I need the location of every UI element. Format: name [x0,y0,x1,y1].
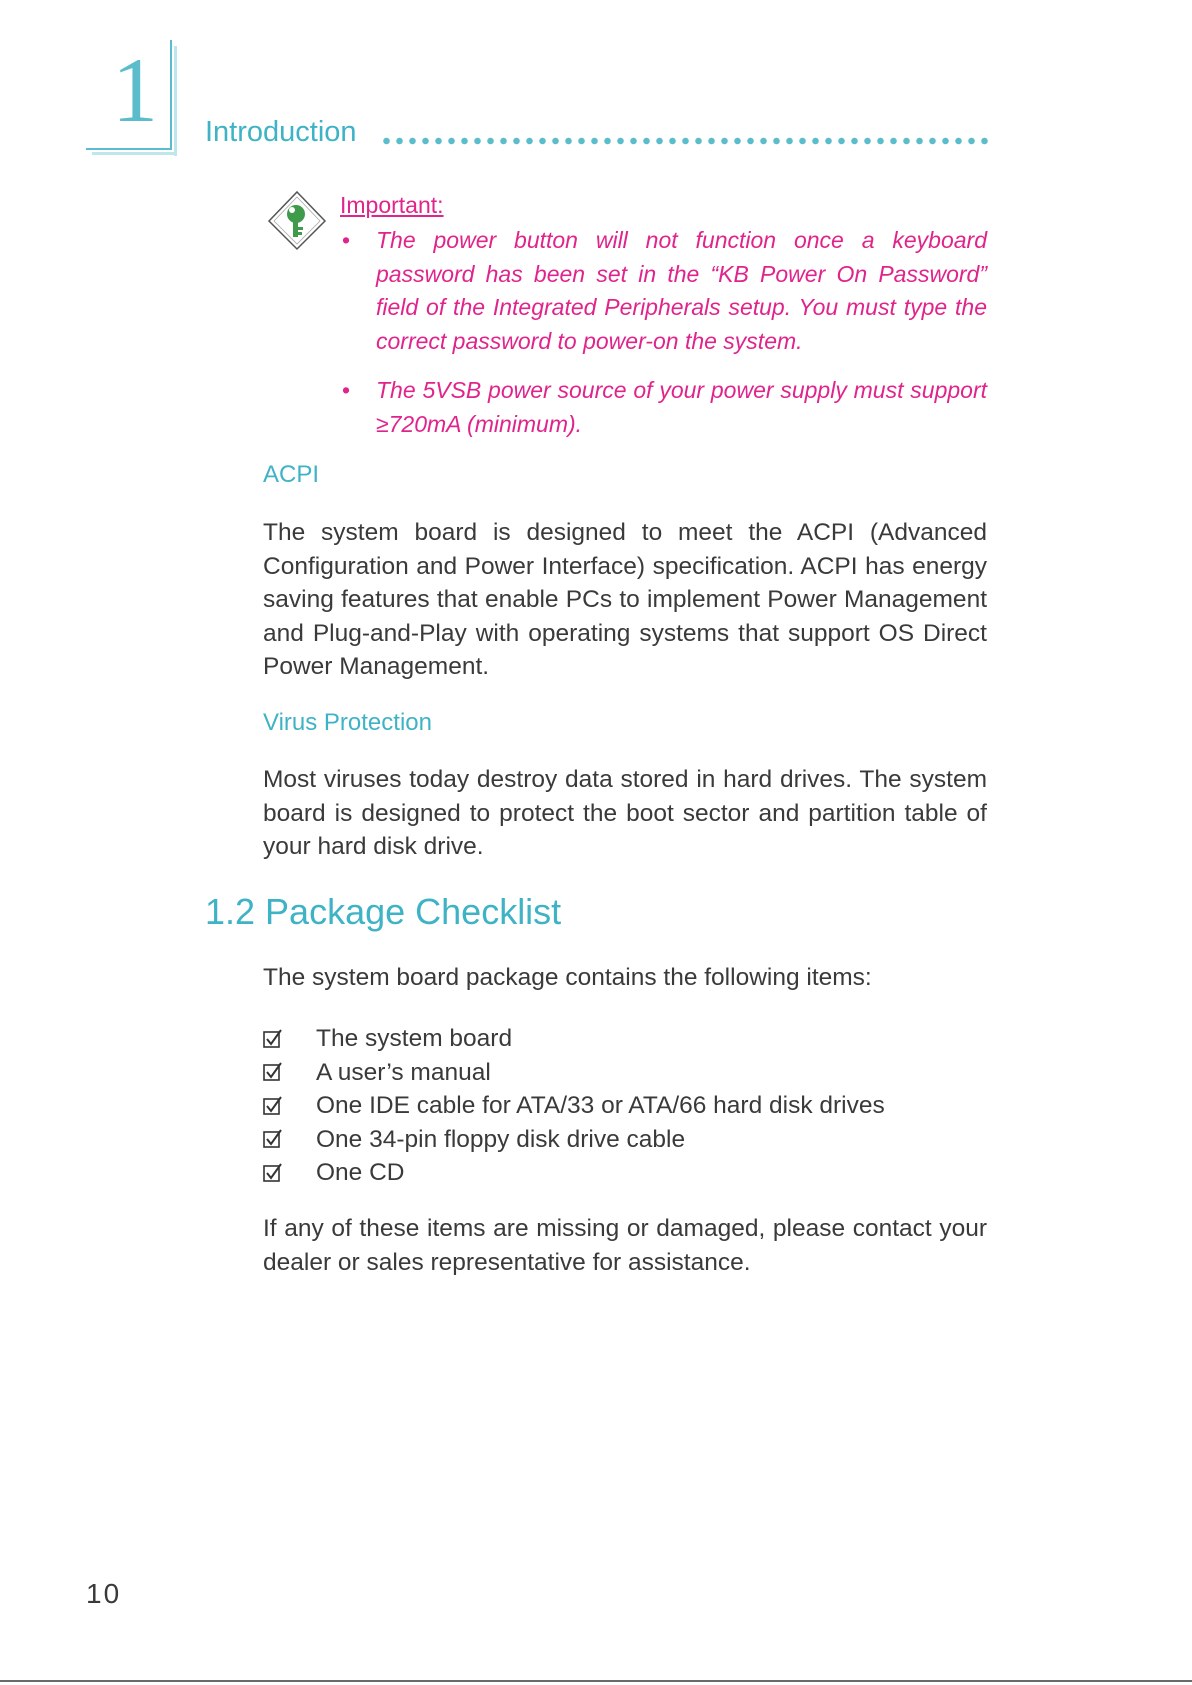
bullet: • [342,377,351,403]
bottom-rule [0,1680,1192,1682]
important-note [340,190,987,441]
list-item [263,1056,885,1090]
important-item-text: The power button will not function once a keyboard password has been set in the “KB Power On Password” field of the Integrated Peripherals setup. You must type the correct password to power-on the system. [376,227,987,354]
dot-leader [380,136,990,146]
list-item-text: A user’s manual [316,1058,491,1086]
bullet: • [342,227,351,253]
package-checklist-intro: The system board package contains the following items: [263,964,872,991]
list-item [263,1022,885,1056]
acpi-heading: ACPI [263,461,320,488]
chapter-marker-line-horizontal [86,148,172,150]
package-checklist-footer: If any of these items are missing or damaged, please contact your dealer or sales representative for assistance. [263,1215,987,1276]
package-checklist-heading: 1.2 Package Checklist [205,891,562,932]
list-item [263,1123,885,1157]
acpi-body: The system board is designed to meet the ACPI (Advanced Configuration and Power Interface) specification. ACPI has energy saving features that enable PCs to implement Power Management and Plug-and-Play with operating systems that support OS Direct Power Management. [263,519,987,680]
chapter-marker-shadow-horizontal [92,152,177,155]
chapter-marker-shadow-vertical [174,46,177,156]
chapter-marker-line-vertical [170,40,172,150]
chapter-title: Introduction [205,116,357,148]
list-item-text: One IDE cable for ATA/33 or ATA/66 hard disk drives [316,1092,885,1119]
checkbox-checked-icon [263,1129,283,1149]
list-item [263,1156,885,1190]
list-item-text: The system board [316,1025,513,1052]
virus-protection-heading: Virus Protection [263,709,432,736]
checkbox-checked-icon [263,1029,283,1049]
package-checklist [263,1022,885,1190]
virus-protection-body: Most viruses today destroy data stored in hard drives. The system board is designed to protect the boot sector and partition table of your hard disk drive. [263,766,987,860]
important-item-text: The 5VSB power source of your power supply must support ≥720mA (minimum). [376,377,987,437]
chapter-number: 1 [112,39,158,141]
important-item-1 [340,224,987,358]
important-item-2 [340,374,987,441]
checkbox-checked-icon [263,1062,283,1082]
list-item-text: One CD [316,1159,405,1186]
list-item-text: One 34-pin floppy disk drive cable [316,1125,686,1153]
checkbox-checked-icon [263,1163,283,1183]
page-number: 10 [86,1578,122,1609]
checkbox-checked-icon [263,1096,283,1116]
list-item [263,1089,885,1123]
important-heading: Important: [340,192,444,218]
diamond-key-icon [266,190,328,252]
